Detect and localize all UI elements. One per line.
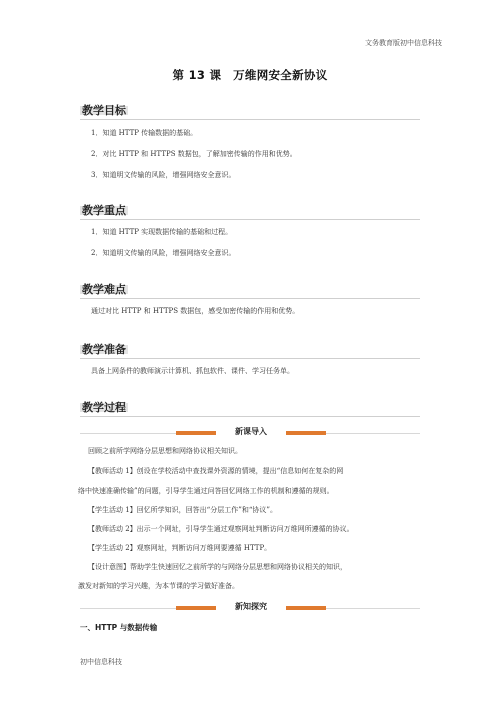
section-difficulties-header [80, 278, 420, 299]
section-objectives-header [80, 99, 420, 120]
subheading-explore-label: 新知探究 [216, 601, 286, 612]
process-line-6: 【学生活动 2】观察网址，判断访问万维网要遵循 HTTP。 [88, 544, 272, 552]
subheading-accent-right [286, 431, 326, 435]
subheading-accent-left [176, 606, 216, 610]
subheading-explore [80, 602, 420, 614]
section-preparation-label: 教学准备 [82, 343, 126, 356]
lesson-title: 第 13 课 万维网安全新协议 [172, 68, 328, 82]
section-keypoints-header [80, 199, 420, 220]
section-divider [80, 358, 420, 359]
objective-item-1: 1．知道 HTTP 传输数据的基础。 [91, 129, 198, 137]
objective-item-3: 3．知道明文传输的风险，增强网络安全意识。 [91, 171, 236, 179]
objective-item-2: 2．对比 HTTP 和 HTTPS 数据包，了解加密传输的作用和优势。 [91, 150, 297, 158]
process-line-7: 【设计意图】帮助学生快速回忆之前所学的与网络分层思想和网络协议相关的知识， [88, 563, 347, 571]
section-keypoints-label: 教学重点 [82, 204, 126, 217]
section-difficulties-label: 教学难点 [82, 283, 126, 296]
keypoint-item-1: 1．知道 HTTP 实现数据传输的基础和过程。 [91, 228, 233, 236]
process-line-5: 【教师活动 2】出示一个网址，引导学生通过观察网址判断访问万维网所遵循的协议。 [88, 525, 354, 533]
heading-http-data-transfer: 一、HTTP 与数据传输 [80, 623, 158, 632]
subheading-accent-left [176, 431, 216, 435]
page-header-right: 文务教育版初中信息科技 [365, 39, 442, 47]
section-divider [80, 119, 420, 120]
process-line-8: 激发对新知的学习兴趣，为本节课的学习做好准备。 [78, 582, 239, 590]
preparation-text: 具备上网条件的教师演示计算机、抓包软件、课件、学习任务单。 [91, 367, 294, 375]
subheading-intro [80, 427, 420, 439]
section-divider [80, 219, 420, 220]
keypoint-item-2: 2．知道明文传输的风险，增强网络安全意识。 [91, 249, 236, 257]
subheading-intro-label: 新课导入 [216, 426, 286, 437]
process-line-3: 络中快速准确传输”的问题，引导学生通过问答回忆网络工作的机制和遵循的规则。 [78, 487, 334, 495]
subheading-accent-right [286, 606, 326, 610]
process-line-4: 【学生活动 1】回忆所学知识，回答出“分层工作”和“协议”。 [88, 506, 277, 514]
section-process-label: 教学过程 [82, 401, 126, 414]
difficulty-text: 通过对比 HTTP 和 HTTPS 数据包，感受加密传输的作用和优势。 [91, 307, 300, 315]
process-line-1: 回顾之前所学网络分层思想和网络协议相关知识。 [88, 447, 242, 455]
section-preparation-header [80, 338, 420, 359]
section-divider [80, 416, 420, 417]
section-divider [80, 298, 420, 299]
section-objectives-label: 教学目标 [82, 104, 126, 117]
process-line-2: 【教师活动 1】创设在学校活动中查找课外资源的情境，提出“信息如何在复杂的网 [88, 467, 344, 475]
section-process-header [80, 396, 420, 417]
page-footer-left: 初中信息科技 [80, 658, 122, 666]
